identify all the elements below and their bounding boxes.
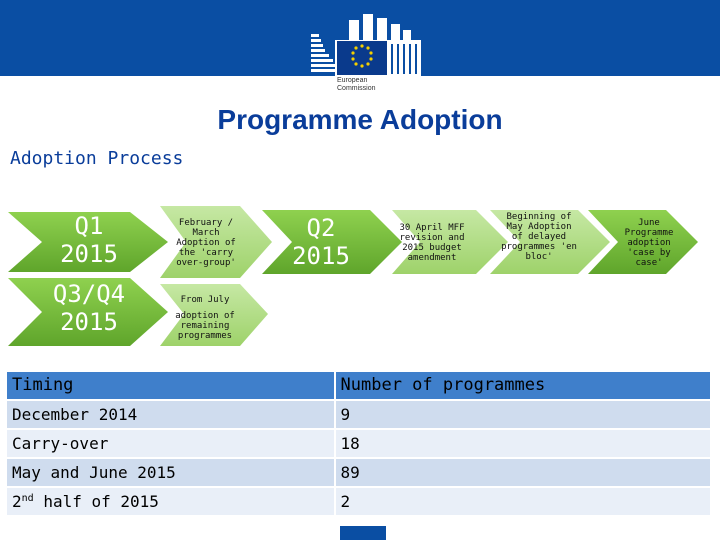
timing-cell: December 2014 xyxy=(7,401,334,428)
adoption-process-diagram xyxy=(0,200,720,350)
table-row xyxy=(6,458,711,487)
count-cell: 89 xyxy=(336,459,710,486)
timing-number: 2 xyxy=(12,492,22,511)
footer-accent-block xyxy=(340,526,386,540)
june-text: June Programme adoption 'case by case' xyxy=(624,218,674,268)
header-timing: Timing xyxy=(7,372,334,399)
page-title: Programme Adoption xyxy=(217,104,503,135)
header-banner xyxy=(0,0,720,102)
timing-ordinal: nd xyxy=(21,493,34,504)
q1-label: Q1 2015 xyxy=(60,212,118,268)
count-cell: 2 xyxy=(336,488,710,515)
count-cell: 9 xyxy=(336,401,710,428)
from-july-text xyxy=(170,295,240,341)
q34-label: Q3/Q4 2015 xyxy=(52,280,126,336)
remaining-programmes-line: adoption of remaining programmes xyxy=(175,311,235,341)
table-row xyxy=(6,400,711,429)
section-subtitle: Adoption Process xyxy=(10,148,184,169)
count-cell: 18 xyxy=(336,430,710,457)
european-commission-logo xyxy=(305,0,427,100)
logo-line-2: Commission xyxy=(337,85,376,92)
april-text: 30 April MFF revision and 2015 budget amendment xyxy=(399,223,465,263)
feb-march-text: February / March Adoption of the 'carry over-group' xyxy=(176,218,236,268)
from-july-line: From July xyxy=(180,295,230,305)
may-text: Beginning of May Adoption of delayed programmes 'en bloc' xyxy=(501,212,577,262)
logo-line-1: European xyxy=(337,77,368,84)
timing-cell: Carry-over xyxy=(7,430,334,457)
programmes-table xyxy=(6,371,711,516)
table-header-row xyxy=(6,371,711,400)
header-number: Number of programmes xyxy=(336,372,710,399)
timing-rest: half of 2015 xyxy=(33,492,159,511)
q2-label: Q2 2015 xyxy=(292,214,350,270)
timing-cell xyxy=(7,488,334,515)
table-row xyxy=(6,429,711,458)
table-row xyxy=(6,487,711,516)
logo-wordmark xyxy=(337,77,417,93)
timing-cell: May and June 2015 xyxy=(7,459,334,486)
